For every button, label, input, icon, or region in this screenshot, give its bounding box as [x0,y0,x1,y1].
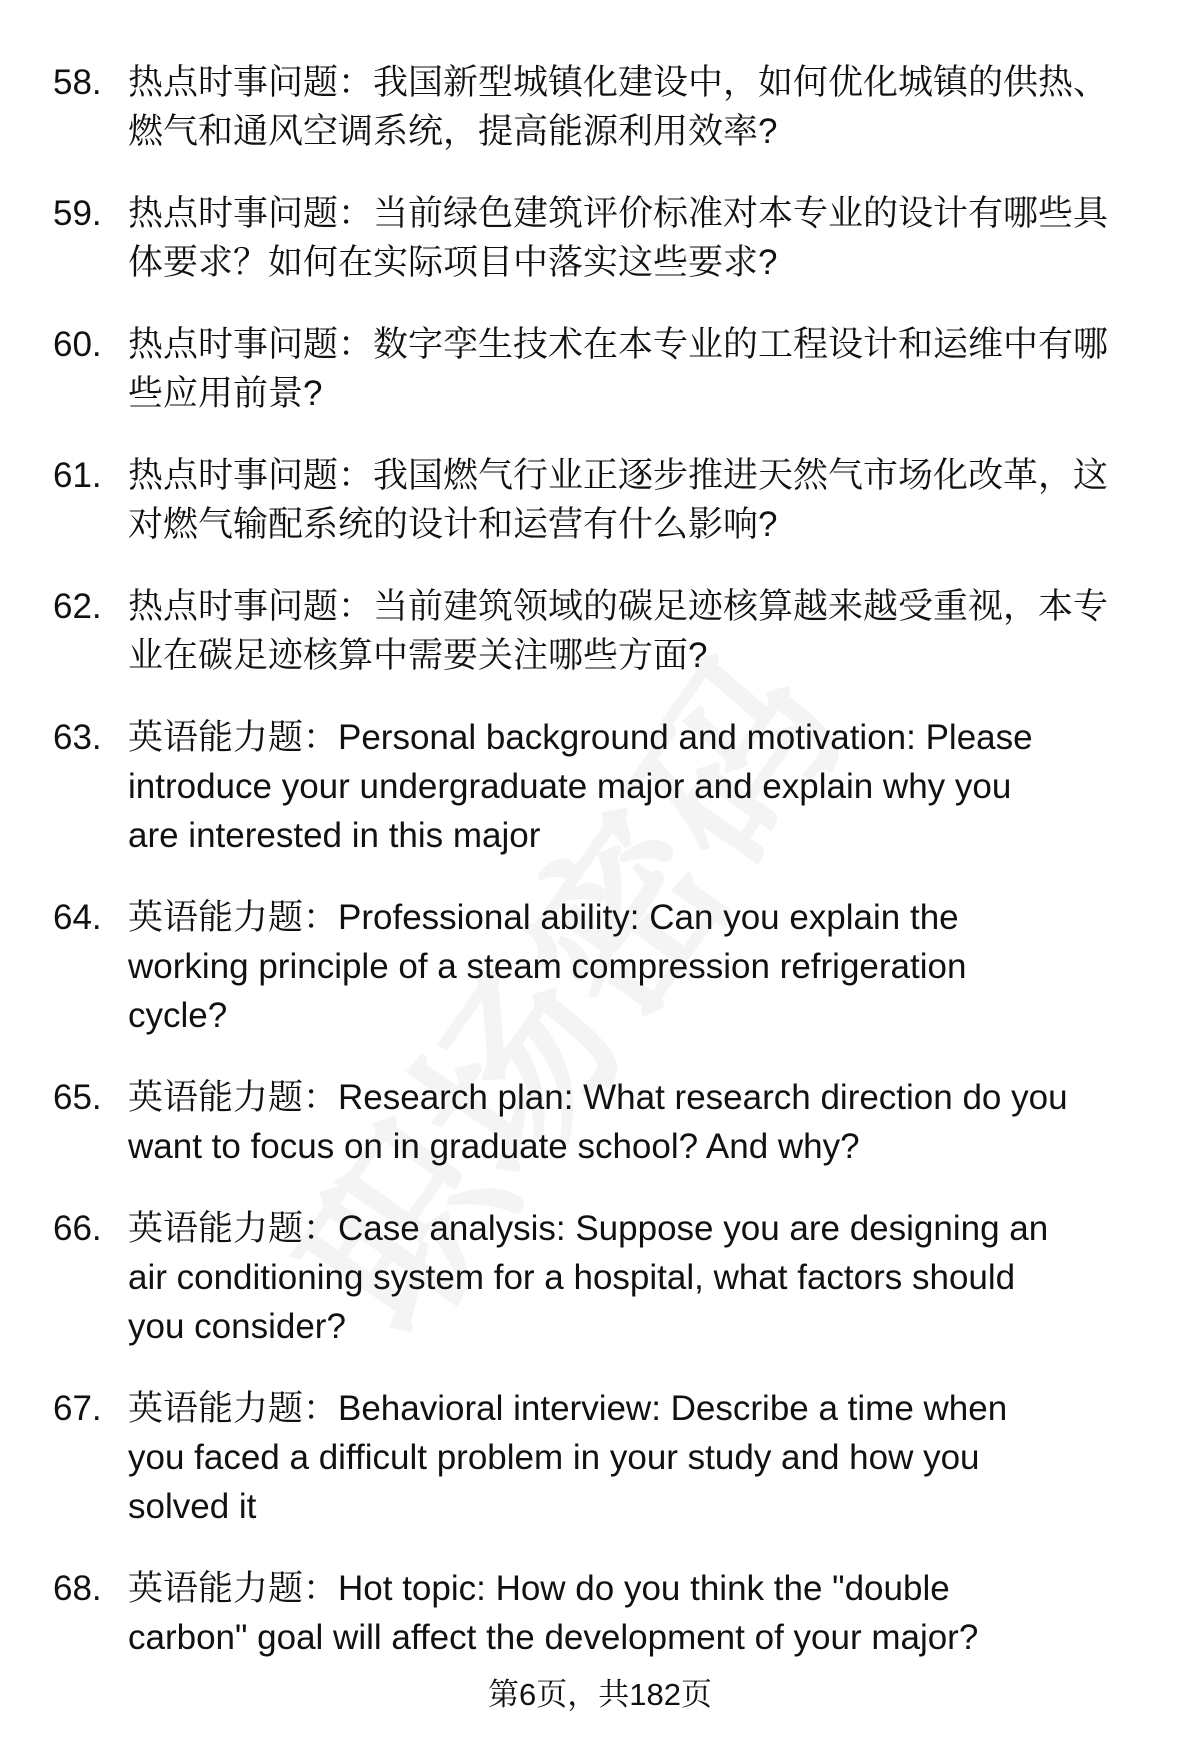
question-text-line: want to focus on in graduate school? And why? [128,1127,860,1166]
question-text-line: carbon" goal will affect the development of your major? [128,1618,979,1657]
question-text [128,320,1200,418]
question-text [128,189,1200,287]
question-text-line: 热点时事问题：我国燃气行业正逐步推进天然气市场化改革，这 [128,456,1109,495]
question-text-line: 英语能力题：Case analysis: Suppose you are designing an [128,1209,1049,1248]
question-item [0,1073,1200,1171]
question-item [0,893,1200,1040]
question-number: 66. [53,1209,102,1248]
question-text-line: 对燃气输配系统的设计和运营有什么影响? [128,505,778,544]
question-item [0,1204,1200,1351]
question-number: 64. [53,898,102,937]
question-number: 65. [53,1078,102,1117]
question-text-line: 英语能力题：Professional ability: Can you explain the [128,898,959,937]
question-item [0,713,1200,860]
question-number: 58. [53,63,102,102]
question-text-line: 英语能力题：Hot topic: How do you think the "double [128,1569,950,1608]
question-number: 63. [53,718,102,757]
question-text-line: working principle of a steam compression refrigeration [128,947,967,986]
question-item [0,1384,1200,1531]
question-text-line: you consider? [128,1307,346,1346]
question-text-line: introduce your undergraduate major and explain why you [128,767,1012,806]
question-text [128,1384,1200,1531]
question-text [128,451,1200,549]
question-text [128,1204,1200,1351]
question-text-line: 英语能力题：Research plan: What research direction do you [128,1078,1068,1117]
question-text-line: cycle? [128,996,228,1035]
question-text [128,582,1200,680]
question-number: 61. [53,456,102,495]
question-item [0,1564,1200,1662]
question-text [128,1073,1200,1171]
question-text-line: 热点时事问题：当前建筑领域的碳足迹核算越来越受重视，本专 [128,587,1109,626]
question-item [0,189,1200,287]
question-text [128,1564,1200,1662]
question-text-line: you faced a difficult problem in your study and how you [128,1438,980,1477]
question-text-line: 英语能力题：Behavioral interview: Describe a time when [128,1389,1008,1428]
question-text-line: are interested in this major [128,816,541,855]
question-text [128,893,1200,1040]
question-text-line: 些应用前景? [128,374,323,413]
question-text-line: 业在碳足迹核算中需要关注哪些方面? [128,636,708,675]
question-text-line: 燃气和通风空调系统，提高能源利用效率? [128,112,778,151]
question-number: 67. [53,1389,102,1428]
question-text [128,713,1200,860]
question-text-line: 英语能力题：Personal background and motivation: Please [128,718,1033,757]
question-number: 62. [53,587,102,626]
question-number: 60. [53,325,102,364]
question-number: 68. [53,1569,102,1608]
page-footer: 第6页，共182页 [488,1677,712,1712]
question-item [0,58,1200,156]
question-text-line: 热点时事问题：当前绿色建筑评价标准对本专业的设计有哪些具 [128,194,1109,233]
question-text-line: 热点时事问题：数字孪生技术在本专业的工程设计和运维中有哪 [128,325,1109,364]
question-text-line: 体要求？如何在实际项目中落实这些要求? [128,243,778,282]
question-text-line: 热点时事问题：我国新型城镇化建设中，如何优化城镇的供热、 [128,63,1109,102]
question-number: 59. [53,194,102,233]
question-item [0,451,1200,549]
question-list [0,58,1200,1695]
question-item [0,582,1200,680]
question-text-line: air conditioning system for a hospital, what factors should [128,1258,1016,1297]
question-text [128,58,1200,156]
question-text-line: solved it [128,1487,257,1526]
question-item [0,320,1200,418]
